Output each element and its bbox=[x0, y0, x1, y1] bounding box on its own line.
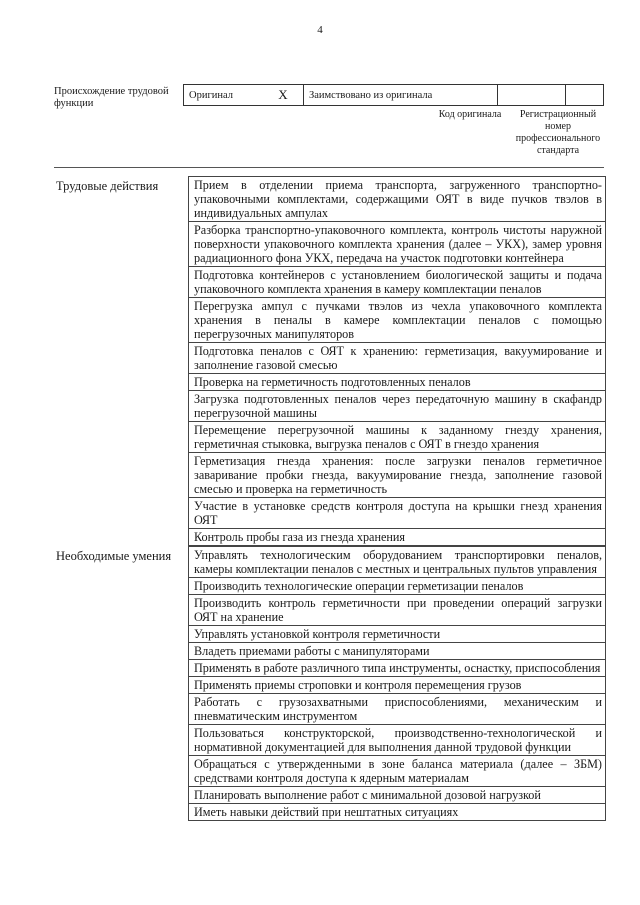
list-item: Перемещение перегрузочной машины к заданному гнезду хранения, герметичная стыковка, выгрузка пеналов с ОЯТ в гнездо хранения bbox=[188, 421, 606, 452]
list-item: Применять в работе различного типа инструменты, оснастку, приспособления bbox=[188, 659, 606, 676]
section-items bbox=[188, 176, 606, 546]
list-item: Владеть приемами работы с манипуляторами bbox=[188, 642, 606, 659]
code-cell bbox=[497, 85, 565, 105]
list-item: Производить технологические операции герметизации пеналов bbox=[188, 577, 606, 594]
list-item: Пользоваться конструкторской, производственно-технологической и нормативной документацией для выполнения данной трудовой функции bbox=[188, 724, 606, 755]
divider bbox=[54, 167, 604, 168]
original-mark: X bbox=[278, 87, 288, 102]
list-item: Планировать выполнение работ с минимальной дозовой нагрузкой bbox=[188, 786, 606, 803]
origin-box bbox=[183, 84, 604, 106]
section-title: Необходимые умения bbox=[56, 549, 172, 563]
original-label: Оригинал bbox=[189, 89, 233, 101]
list-item: Герметизация гнезда хранения: после загрузки пеналов герметичное заваривание пробки гнезда, вакуумирование гнезда, заполнение газовой смесью и проверка на герметичность bbox=[188, 452, 606, 497]
list-item: Разборка транспортно-упаковочного комплекта, контроль чистоты наружной поверхности упаковочного комплекта хранения (далее – УКХ), замер уровня радиационного фона УКХ, передача на участок подготовки контейнера bbox=[188, 221, 606, 266]
list-item: Загрузка подготовленных пеналов через передаточную машину в скафандр перегрузочной машины bbox=[188, 390, 606, 421]
reg-caption: Регистрационный номер профессионального стандарта bbox=[515, 109, 601, 156]
labor-function-table bbox=[54, 176, 606, 821]
list-item: Обращаться с утвержденными в зоне баланса материала (далее – ЗБМ) средствами контроля доступа к ядерным материалам bbox=[188, 755, 606, 786]
list-item: Управлять технологическим оборудованием транспортировки пеналов, камеры комплектации пеналов с местных и центральных пультов управления bbox=[188, 546, 606, 577]
section-title: Трудовые действия bbox=[56, 179, 159, 193]
page-number: 4 bbox=[317, 24, 323, 36]
list-item: Прием в отделении приема транспорта, загруженного транспортно-упаковочными комплектами, содержащими ОЯТ в виде пучков твэлов в индивидуальных ампулах bbox=[188, 176, 606, 221]
list-item: Перегрузка ампул с пучками твэлов из чехла упаковочного комплекта хранения в пеналы в камере комплектации пеналов с помощью перегрузочных манипуляторов bbox=[188, 297, 606, 342]
list-item: Работать с грузозахватными приспособлениями, механическим и пневматическим инструментом bbox=[188, 693, 606, 724]
reg-number-cell bbox=[565, 85, 603, 105]
list-item: Подготовка контейнеров с установлением биологической защиты и подача упаковочного комплекта хранения в камеру комплектации пеналов bbox=[188, 266, 606, 297]
list-item: Управлять установкой контроля герметичности bbox=[188, 625, 606, 642]
list-item: Проверка на герметичность подготовленных пеналов bbox=[188, 373, 606, 390]
origin-label: Происхождение трудовой функции bbox=[54, 86, 169, 109]
list-item: Участие в установке средств контроля доступа на крышки гнезд хранения ОЯТ bbox=[188, 497, 606, 528]
code-caption: Код оригинала bbox=[438, 109, 502, 120]
section-items bbox=[188, 546, 606, 821]
list-item: Производить контроль герметичности при проведении операций загрузки ОЯТ на хранение bbox=[188, 594, 606, 625]
borrowed-label: Заимствовано из оригинала bbox=[303, 85, 497, 105]
list-item: Иметь навыки действий при нештатных ситуациях bbox=[188, 803, 606, 821]
section-row bbox=[54, 546, 606, 821]
list-item: Применять приемы строповки и контроля перемещения грузов bbox=[188, 676, 606, 693]
list-item: Контроль пробы газа из гнезда хранения bbox=[188, 528, 606, 546]
section-row bbox=[54, 176, 606, 546]
list-item: Подготовка пеналов с ОЯТ к хранению: герметизация, вакуумирование и заполнение газовой смесью bbox=[188, 342, 606, 373]
